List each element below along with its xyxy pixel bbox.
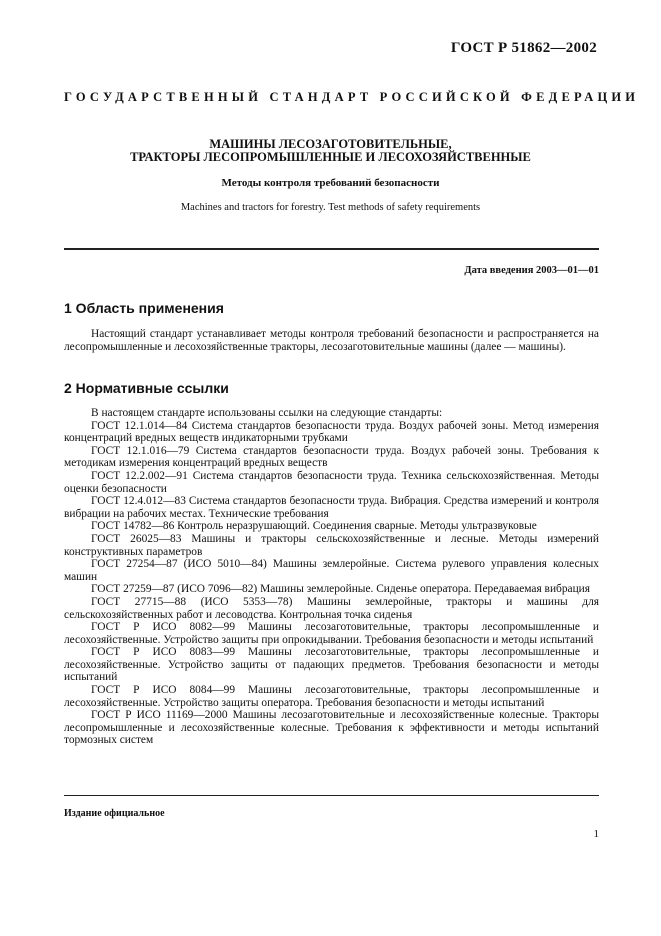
- intro-date: Дата введения 2003—01—01: [464, 265, 599, 276]
- reference-item: ГОСТ 26025—83 Машины и тракторы сельскохозяйственные и лесные. Методы измерений конструктивных параметров: [64, 532, 599, 558]
- reference-item: ГОСТ 27254—87 (ИСО 5010—84) Машины землеройные. Система рулевого управления колесных машин: [64, 558, 599, 583]
- state-standard-heading: ГОСУДАРСТВЕННЫЙ СТАНДАРТ РОССИЙСКОЙ ФЕДЕРАЦИИ: [64, 90, 640, 104]
- section-1-heading: 1 Область применения: [64, 300, 224, 316]
- reference-item: ГОСТ 27715—88 (ИСО 5353—78) Машины землеройные, тракторы и машины для сельскохозяйственных работ и лесоводства. Контрольная точка сиденья: [64, 595, 599, 621]
- reference-item: ГОСТ Р ИСО 11169—2000 Машины лесозаготовительные и лесохозяйственные колесные. Тракторы лесопромышленные и лесохозяйственные колесные. Требования к эффективности и методы испытаний тормозных систем: [64, 709, 599, 747]
- footer-divider: [64, 795, 599, 796]
- reference-item: ГОСТ Р ИСО 8084—99 Машины лесозаготовительные, тракторы лесопромышленные и лесохозяйственные. Устройство защиты оператора. Требования безопасности и методы испытаний: [64, 684, 599, 709]
- header-divider: [64, 248, 599, 250]
- reference-item: ГОСТ 12.1.014—84 Система стандартов безопасности труда. Воздух рабочей зоны. Метод измерения концентраций вредных веществ индикаторными трубками: [64, 419, 599, 445]
- reference-item: ГОСТ 12.2.002—91 Система стандартов безопасности труда. Техника сельскохозяйственная. Методы оценки безопасности: [64, 469, 599, 495]
- section-1-text: Настоящий стандарт устанавливает методы контроля требований безопасности и распространяется на лесопромышленные и лесохозяйственные тракторы, лесозаготовительные машины (далее — машины).: [64, 328, 599, 353]
- reference-item: ГОСТ 14782—86 Контроль неразрушающий. Соединения сварные. Методы ультразвуковые: [91, 520, 537, 533]
- reference-item: ГОСТ Р ИСО 8083—99 Машины лесозаготовительные, тракторы лесопромышленные и лесохозяйственные. Устройство защиты от падающих предметов. Требования безопасности и методы испытаний: [64, 646, 599, 684]
- reference-item: ГОСТ Р ИСО 8082—99 Машины лесозаготовительные, тракторы лесопромышленные и лесохозяйственные. Устройство защиты при опрокидывании. Требования безопасности и методы испытаний: [64, 621, 599, 646]
- page-number: 1: [593, 828, 599, 840]
- section-2-heading: 2 Нормативные ссылки: [64, 380, 229, 396]
- references-intro: В настоящем стандарте использованы ссылки на следующие стандарты:: [91, 407, 443, 419]
- reference-item: ГОСТ 27259—87 (ИСО 7096—82) Машины землеройные. Сиденье оператора. Передаваемая вибрация: [91, 583, 591, 596]
- references-list: [64, 407, 599, 747]
- reference-item: ГОСТ 12.1.016—79 Система стандартов безопасности труда. Воздух рабочей зоны. Требования к методикам измерения концентраций вредных веществ: [64, 444, 599, 470]
- edition-label: Издание официальное: [64, 808, 165, 819]
- title-line-1: МАШИНЫ ЛЕСОЗАГОТОВИТЕЛЬНЫЕ,: [209, 137, 452, 151]
- doc-code: ГОСТ Р 51862—2002: [450, 40, 597, 56]
- english-title: Machines and tractors for forestry. Test methods of safety requirements: [180, 202, 481, 213]
- subtitle: Методы контроля требований безопасности: [221, 177, 440, 189]
- title-line-2: ТРАКТОРЫ ЛЕСОПРОМЫШЛЕННЫЕ И ЛЕСОХОЗЯЙСТВЕННЫЕ: [130, 150, 531, 164]
- reference-item: ГОСТ 12.4.012—83 Система стандартов безопасности труда. Вибрация. Средства измерений и контроля вибрации на рабочих местах. Технические требования: [64, 495, 599, 520]
